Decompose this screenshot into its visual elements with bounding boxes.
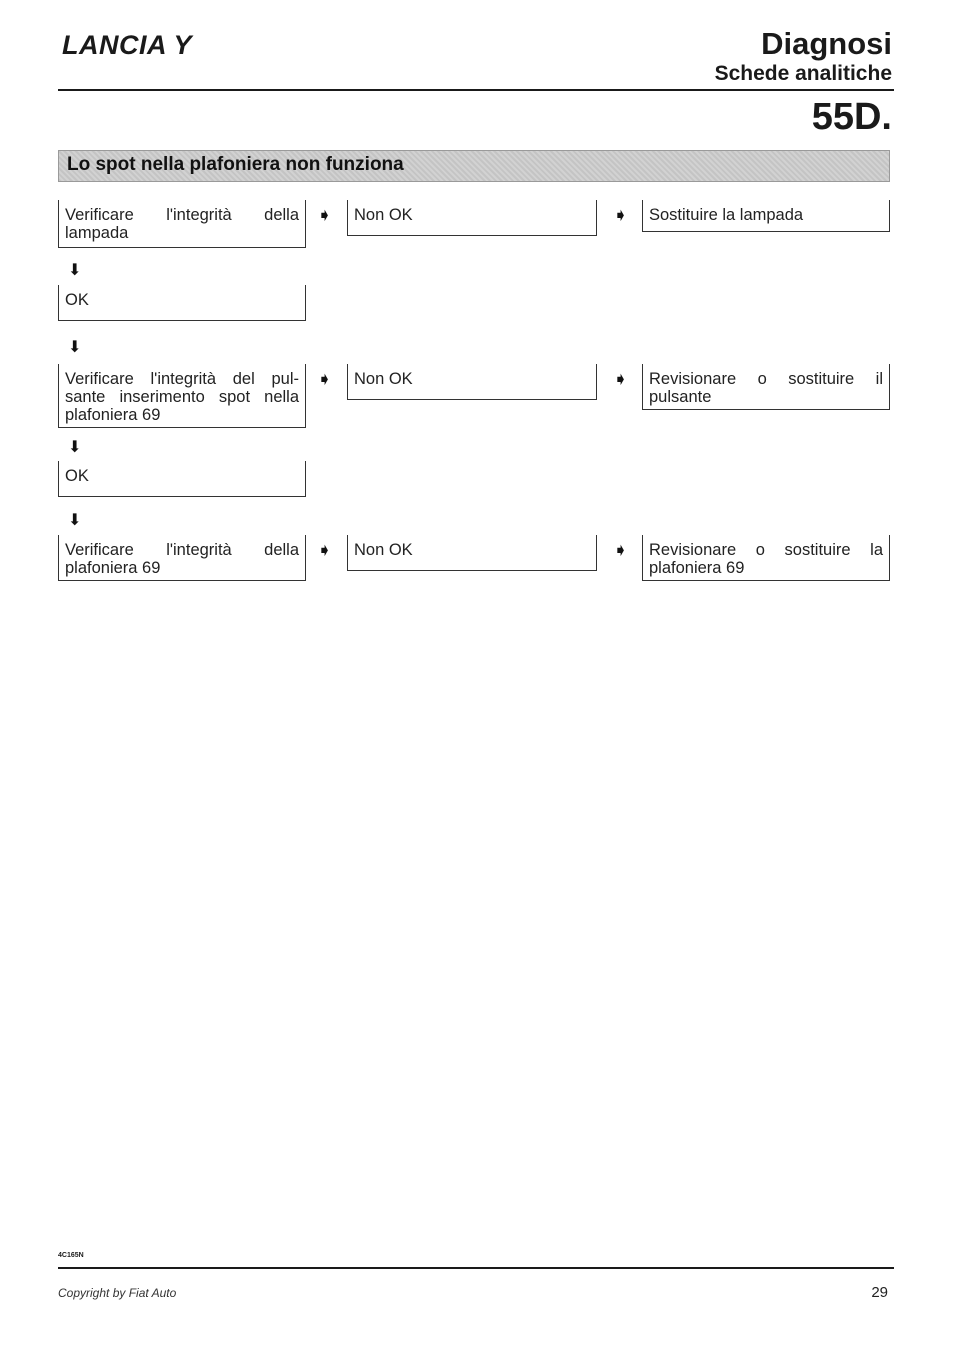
section-code: 55D. [811, 96, 892, 138]
page-title: Diagnosi [761, 26, 892, 61]
reference-code: 4C165N [58, 1252, 84, 1259]
page-subtitle: Schede analitiche [714, 62, 892, 85]
arrow-right-icon: ➧ [613, 369, 629, 389]
step3-action-box: Revisionare o sostituire la plafoniera 69 [642, 535, 890, 581]
step3-result-box: Non OK [347, 535, 597, 571]
step1-box: Verificare l'integrità della lampada [58, 200, 306, 248]
arrow-right-icon: ➧ [613, 540, 629, 560]
ok2-box: OK [58, 461, 306, 497]
step1-result-box: Non OK [347, 200, 597, 236]
arrow-down-icon: ⬇ [68, 439, 82, 456]
brand-title: LANCIA Y [62, 30, 193, 60]
step2-box: Verificare l'integrità del pul-sante inserimento spot nella plafoniera 69 [58, 364, 306, 428]
step3-box: Verificare l'integrità della plafoniera 69 [58, 535, 306, 581]
step2-action-box: Revisionare o sostituire il pulsante [642, 364, 890, 410]
step2-result-box: Non OK [347, 364, 597, 400]
step1-action-box: Sostituire la lampada [642, 200, 890, 232]
arrow-down-icon: ⬇ [68, 339, 82, 356]
arrow-down-icon: ⬇ [68, 512, 82, 529]
arrow-right-icon: ➧ [317, 205, 333, 225]
arrow-down-icon: ⬇ [68, 262, 82, 279]
arrow-right-icon: ➧ [317, 369, 333, 389]
banner-text: Lo spot nella plafoniera non funziona [67, 154, 404, 175]
section-banner [58, 150, 890, 182]
header-divider [58, 89, 894, 91]
copyright-text: Copyright by Fiat Auto [58, 1286, 177, 1300]
arrow-right-icon: ➧ [317, 540, 333, 560]
footer-divider [58, 1267, 894, 1269]
page-number: 29 [871, 1284, 888, 1301]
arrow-right-icon: ➧ [613, 205, 629, 225]
ok1-box: OK [58, 285, 306, 321]
